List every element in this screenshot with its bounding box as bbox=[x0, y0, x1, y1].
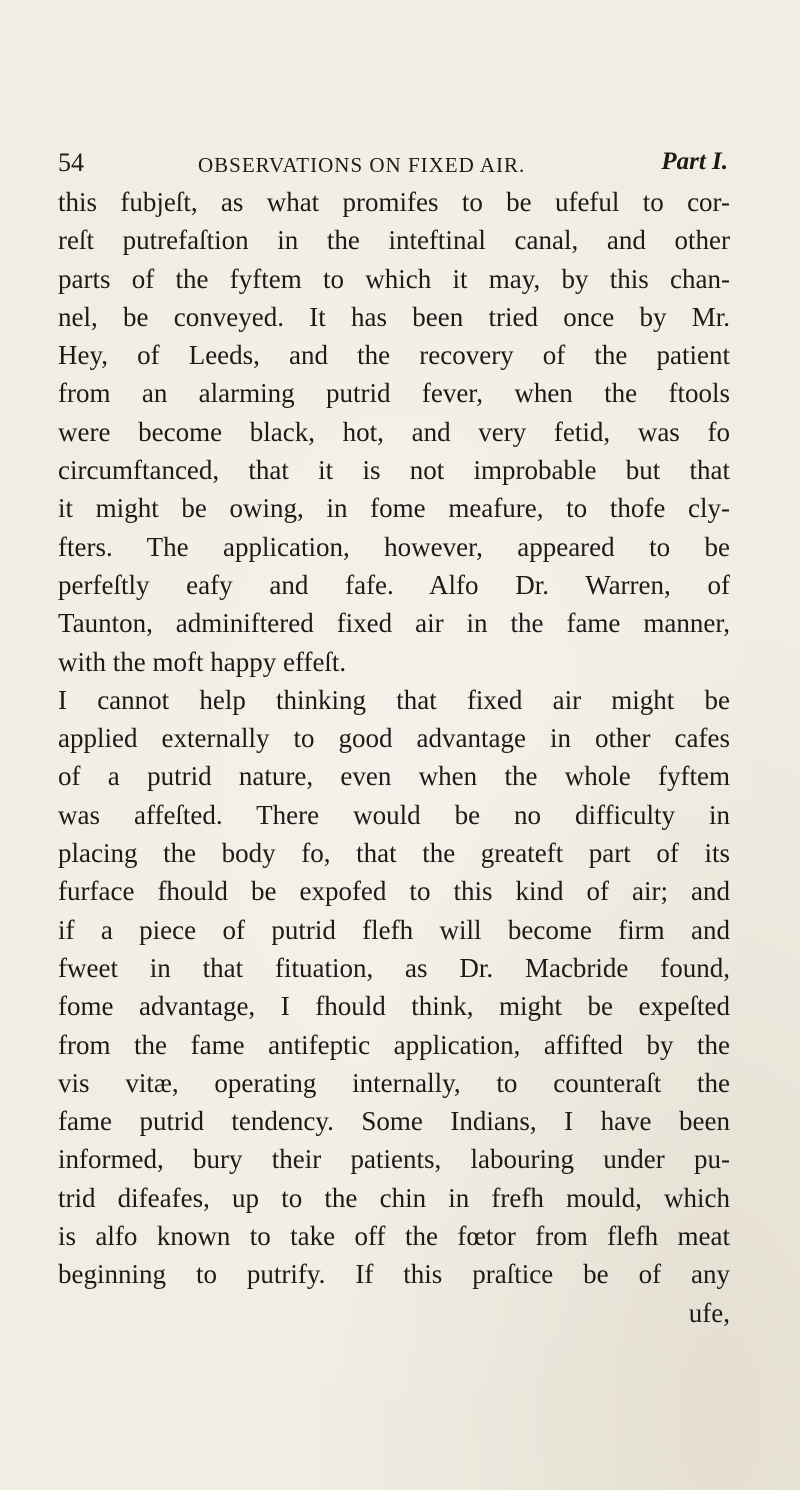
text-line: vis vitæ, operating internally, to counteraſt the bbox=[58, 1067, 730, 1098]
text-line: were become black, hot, and very fetid, was fo bbox=[58, 416, 730, 447]
text-line: if a piece of putrid flefh will become firm and bbox=[58, 914, 730, 945]
text-line: perfeſtly eafy and fafe. Alfo Dr. Warren, of bbox=[58, 569, 730, 600]
text-line: trid difeafes, up to the chin in frefh mould, which bbox=[58, 1182, 730, 1213]
text-line: beginning to putrify. If this praſtice be of any bbox=[58, 1259, 730, 1290]
text-line: applied externally to good advantage in other cafes bbox=[58, 723, 730, 754]
text-line: Taunton, adminiftered fixed air in the fame manner, bbox=[58, 608, 730, 639]
body-text bbox=[58, 183, 730, 1332]
text-line: this fubjeſt, as what promifes to be ufeful to cor- bbox=[58, 187, 730, 217]
text-line: from the fame antifeptic application, affifted by the bbox=[58, 1029, 730, 1060]
text-line: circumftanced, that it is not improbable but that bbox=[58, 455, 730, 486]
running-title: OBSERVATIONS ON FIXED AIR. bbox=[198, 153, 526, 177]
catchword: ufe, bbox=[688, 1297, 730, 1328]
text-line: with the moft happy effeſt. bbox=[58, 646, 347, 677]
text-line: informed, bury their patients, labouring under pu- bbox=[58, 1144, 730, 1175]
text-line: it might be owing, in fome meafure, to thofe cly- bbox=[58, 493, 730, 524]
text-line: fome advantage, I fhould think, might be expeſted bbox=[58, 991, 730, 1022]
text-line: from an alarming putrid fever, when the ftools bbox=[58, 378, 730, 409]
running-head bbox=[58, 148, 728, 188]
text-line: parts of the fyftem to which it may, by this chan- bbox=[58, 263, 730, 294]
text-line: placing the body fo, that the greateft part of its bbox=[58, 838, 730, 869]
text-line: is alfo known to take off the fœtor from flefh meat bbox=[58, 1221, 730, 1252]
text-line: nel, be conveyed. It has been tried once by Mr. bbox=[58, 301, 730, 332]
text-line: Hey, of Leeds, and the recovery of the patient bbox=[58, 340, 730, 371]
text-line: fters. The application, however, appeared to be bbox=[58, 531, 730, 562]
text-line: furface fhould be expofed to this kind of air; and bbox=[58, 876, 730, 907]
part-label: Part I. bbox=[661, 148, 728, 175]
page-number: 54 bbox=[58, 148, 84, 177]
text-line: I cannot help thinking that fixed air might be bbox=[58, 684, 730, 715]
text-line: was affeſted. There would be no difficulty in bbox=[58, 799, 730, 830]
text-line: fame putrid tendency. Some Indians, I have been bbox=[58, 1106, 730, 1137]
text-line: reſt putrefaſtion in the inteftinal canal, and other bbox=[58, 225, 730, 256]
text-line: fweet in that fituation, as Dr. Macbride found, bbox=[58, 952, 730, 983]
text-line: of a putrid nature, even when the whole fyftem bbox=[58, 761, 730, 792]
